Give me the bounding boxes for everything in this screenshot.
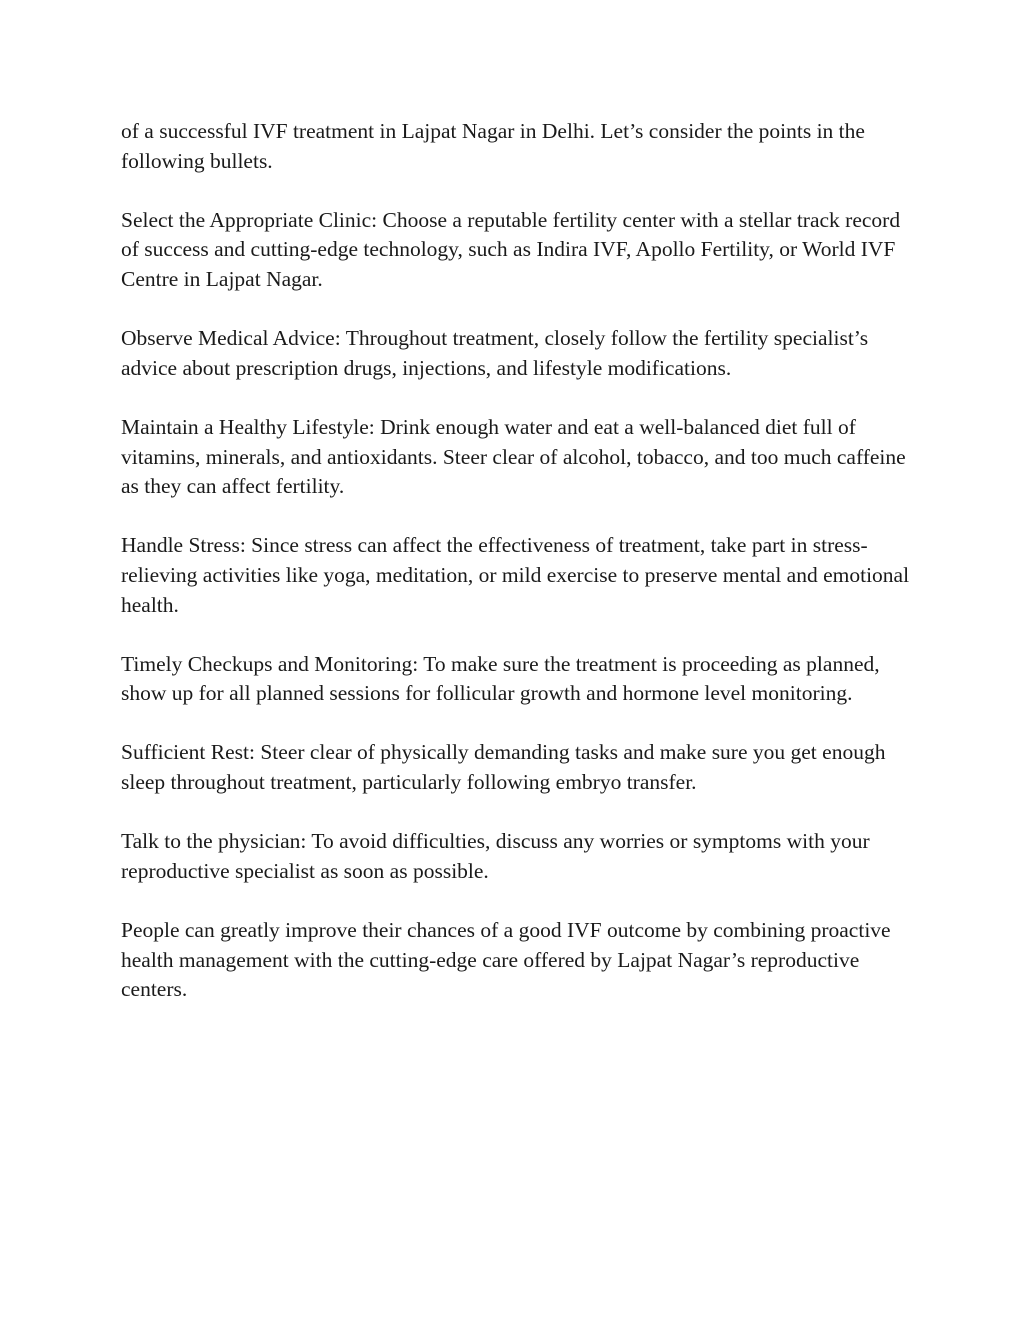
intro-paragraph: of a successful IVF treatment in Lajpat Nagar in Delhi. Let’s consider the points in the following bullets. bbox=[121, 119, 865, 173]
document-body bbox=[121, 117, 911, 1034]
paragraph-checkups-monitoring: Timely Checkups and Monitoring: To make sure the treatment is proceeding as planned, show up for all planned sessions for follicular growth and hormone level monitoring. bbox=[121, 651, 880, 706]
paragraph-healthy-lifestyle: Maintain a Healthy Lifestyle: Drink enough water and eat a well-balanced diet full of vitamins, minerals, and antioxidants. Steer clear of alcohol, tobacco, and too much caffeine as they can affect fertility. bbox=[121, 414, 906, 499]
paragraph-medical-advice: Observe Medical Advice: Throughout treatment, closely follow the fertility specialist’s advice about prescription drugs, injections, and lifestyle modifications. bbox=[121, 326, 869, 380]
conclusion-paragraph: People can greatly improve their chances of a good IVF outcome by combining proactive health management with the cutting-edge care offered by Lajpat Nagar’s reproductive centers. bbox=[121, 918, 891, 1002]
paragraph-select-clinic: Select the Appropriate Clinic: Choose a reputable fertility center with a stellar track record of success and cutting-edge technology, such as Indira IVF, Apollo Fertility, or World IVF Centre in Lajpat Nagar. bbox=[121, 207, 901, 291]
paragraph-handle-stress: Handle Stress: Since stress can affect the effectiveness of treatment, take part in stress-relieving activities like yoga, meditation, or mild exercise to preserve mental and emotional health. bbox=[121, 533, 910, 617]
paragraph-sufficient-rest: Sufficient Rest: Steer clear of physically demanding tasks and make sure you get enough sleep throughout treatment, particularly following embryo transfer. bbox=[121, 740, 886, 795]
paragraph-talk-to-physician: Talk to the physician: To avoid difficulties, discuss any worries or symptoms with your reproductive specialist as soon as possible. bbox=[121, 829, 870, 883]
